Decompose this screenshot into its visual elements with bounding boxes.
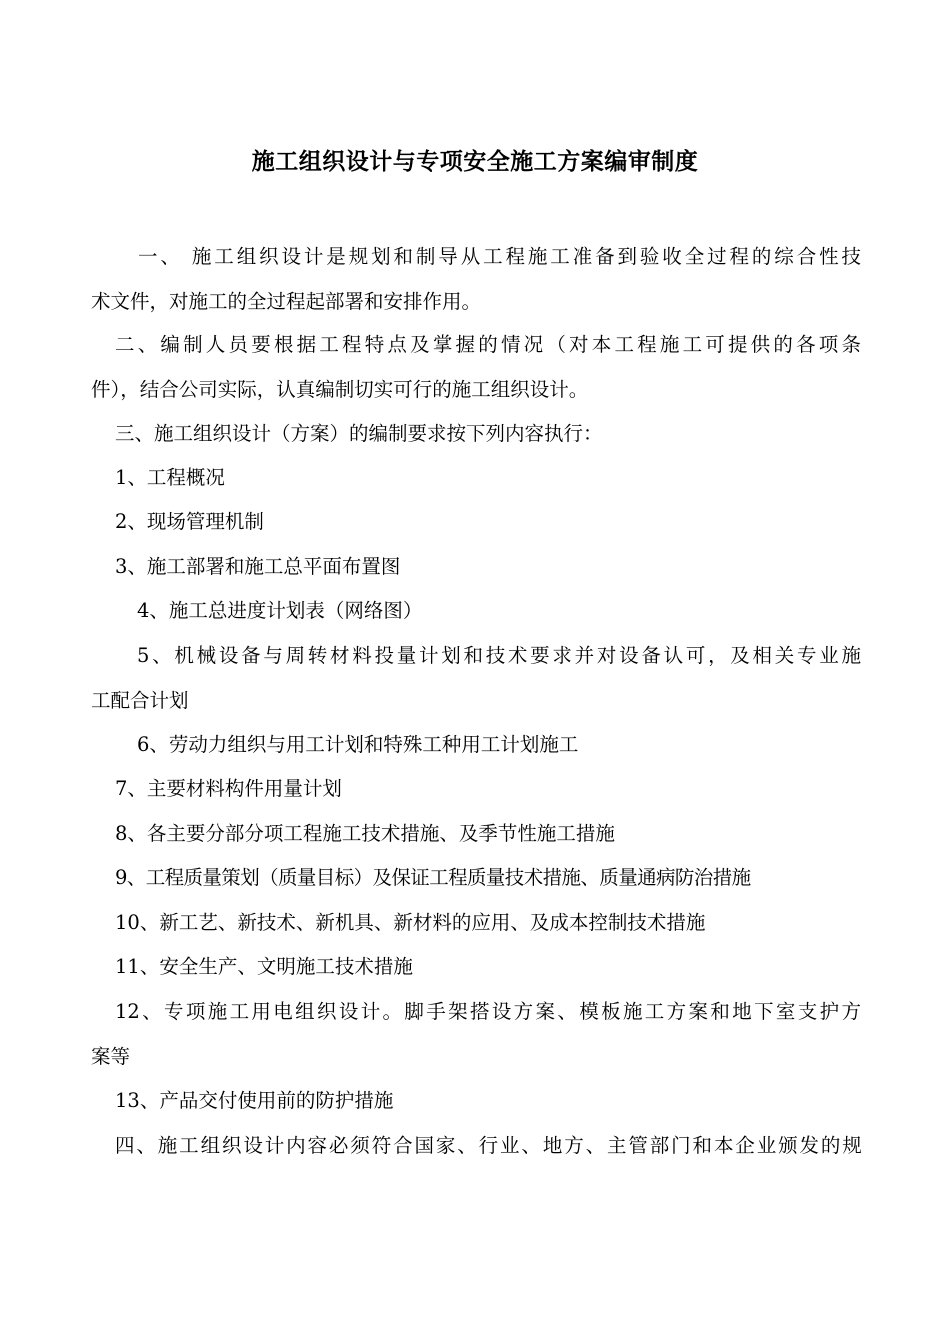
list-item-3 — [91, 545, 861, 590]
list-item-6 — [91, 723, 861, 768]
paragraph-line: 二、编制人员要根据工程特点及掌握的情况（对本工程施工可提供的各项条 — [115, 333, 861, 356]
paragraph-line: 3、施工部署和施工总平面布置图 — [115, 555, 401, 578]
paragraph-line: 13、产品交付使用前的防护措施 — [115, 1089, 394, 1112]
document-title: 施工组织设计与专项安全施工方案编审制度 — [251, 148, 699, 175]
paragraph-line: 4、施工总进度计划表（网络图） — [137, 599, 423, 622]
paragraph-3 — [91, 412, 861, 457]
paragraph-line: 四、施工组织设计内容必须符合国家、行业、地方、主管部门和本企业颁发的规 — [115, 1134, 861, 1157]
list-item-2 — [91, 500, 861, 545]
paragraph-2 — [91, 323, 861, 412]
paragraph-line: 6、劳动力组织与用工计划和特殊工种用工计划施工 — [137, 733, 579, 756]
paragraph-line: 11、安全生产、文明施工技术措施 — [115, 955, 413, 978]
list-item-1 — [91, 456, 861, 501]
paragraph-line: 三、施工组织设计（方案）的编制要求按下列内容执行： — [115, 422, 603, 445]
paragraph-1 — [91, 235, 861, 324]
paragraph-line: 案等 — [91, 1044, 131, 1068]
paragraph-line: 8、各主要分部分项工程施工技术措施、及季节性施工措施 — [115, 822, 615, 845]
list-item-11 — [91, 945, 861, 990]
paragraph-line: 7、主要材料构件用量计划 — [115, 777, 342, 800]
paragraph-line: 术文件，对施工的全过程起部署和安排作用。 — [91, 289, 482, 313]
paragraph-line: 9、工程质量策划（质量目标）及保证工程质量技术措施、质量通病防治措施 — [115, 866, 751, 889]
list-item-10 — [91, 901, 861, 946]
list-item-9 — [91, 856, 861, 901]
paragraph-line: 10、新工艺、新技术、新机具、新材料的应用、及成本控制技术措施 — [115, 911, 706, 934]
list-item-5 — [91, 634, 861, 723]
paragraph-line: 2、现场管理机制 — [115, 510, 264, 533]
list-item-12 — [91, 990, 861, 1079]
list-item-13 — [91, 1079, 861, 1124]
list-item-7 — [91, 767, 861, 812]
paragraph-line: 一、 施工组织设计是规划和制导从工程施工准备到验收全过程的综合性技 — [138, 245, 861, 268]
paragraph-line: 5、机械设备与周转材料投量计划和技术要求并对设备认可，及相关专业施 — [137, 644, 861, 667]
list-item-4 — [91, 589, 861, 634]
paragraph-line: 件），结合公司实际，认真编制切实可行的施工组织设计。 — [91, 377, 589, 401]
list-item-8 — [91, 812, 861, 857]
paragraph-4 — [91, 1124, 861, 1169]
paragraph-line: 工配合计划 — [91, 688, 189, 712]
paragraph-line: 12、专项施工用电组织设计。脚手架搭设方案、模板施工方案和地下室支护方 — [115, 1000, 861, 1023]
paragraph-line: 1、工程概况 — [115, 466, 225, 489]
